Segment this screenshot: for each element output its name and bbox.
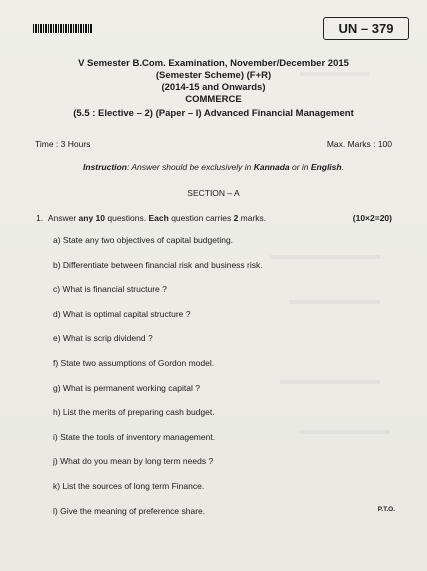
sub-question: e) What is scrip dividend ? — [53, 333, 153, 344]
instruction — [0, 162, 427, 172]
instruction-english: English — [310, 162, 342, 172]
question-text: marks. — [238, 213, 267, 223]
sub-question: g) What is permanent working capital ? — [53, 382, 200, 393]
question-bold: any 10 — [78, 213, 106, 223]
question-text: question carries — [168, 213, 234, 223]
question-bold: 2 — [233, 213, 239, 223]
sub-question: j) What do you mean by long term needs ? — [53, 456, 214, 467]
sub-question: b) Differentiate between financial risk and business risk. — [53, 259, 263, 270]
instruction-label: Instruction — [83, 162, 127, 172]
sub-question: d) What is optimal capital structure ? — [53, 308, 191, 319]
subject-line: COMMERCE — [185, 94, 242, 105]
sub-question-list — [53, 235, 263, 530]
sub-question: c) What is financial structure ? — [53, 284, 167, 295]
sub-question: l) Give the meaning of preference share. — [53, 505, 206, 516]
instruction-text-a: : Answer should be exclusively in — [126, 162, 254, 172]
question-text: Answer — [47, 213, 79, 223]
instruction-end: . — [341, 162, 344, 172]
question-1 — [36, 213, 266, 223]
question-text: questions. — [105, 213, 149, 223]
question-marks: (10×2=20) — [352, 213, 392, 223]
exam-title: V Semester B.Com. Examination, November/December 2015 — [78, 58, 349, 69]
scheme-line: (Semester Scheme) (F+R) — [155, 70, 272, 81]
sub-question: k) List the sources of long term Finance. — [53, 480, 205, 491]
sub-question: i) State the tools of inventory management. — [53, 431, 216, 442]
question-number: 1. — [36, 213, 44, 223]
max-marks: Max. Marks : 100 — [326, 139, 392, 149]
instruction-kannada: Kannada — [253, 162, 290, 172]
sub-question: h) List the merits of preparing cash budget. — [53, 407, 215, 418]
time-allowed: Time : 3 Hours — [35, 139, 91, 149]
instruction-text-b: or in — [289, 162, 311, 172]
barcode — [33, 24, 93, 33]
paper-line: (5.5 : Elective – 2) (Paper – I) Advanced Financial Management — [73, 108, 354, 119]
question-bold: Each — [148, 213, 169, 223]
pto-note: P.T.O. — [377, 506, 395, 513]
paper-code: UN – 379 — [323, 17, 409, 40]
sub-question: f) State two assumptions of Gordon model. — [53, 357, 215, 368]
sub-question: a) State any two objectives of capital budgeting. — [53, 235, 234, 245]
year-line: (2014-15 and Onwards) — [161, 82, 266, 93]
section-heading: SECTION – A — [187, 188, 240, 198]
